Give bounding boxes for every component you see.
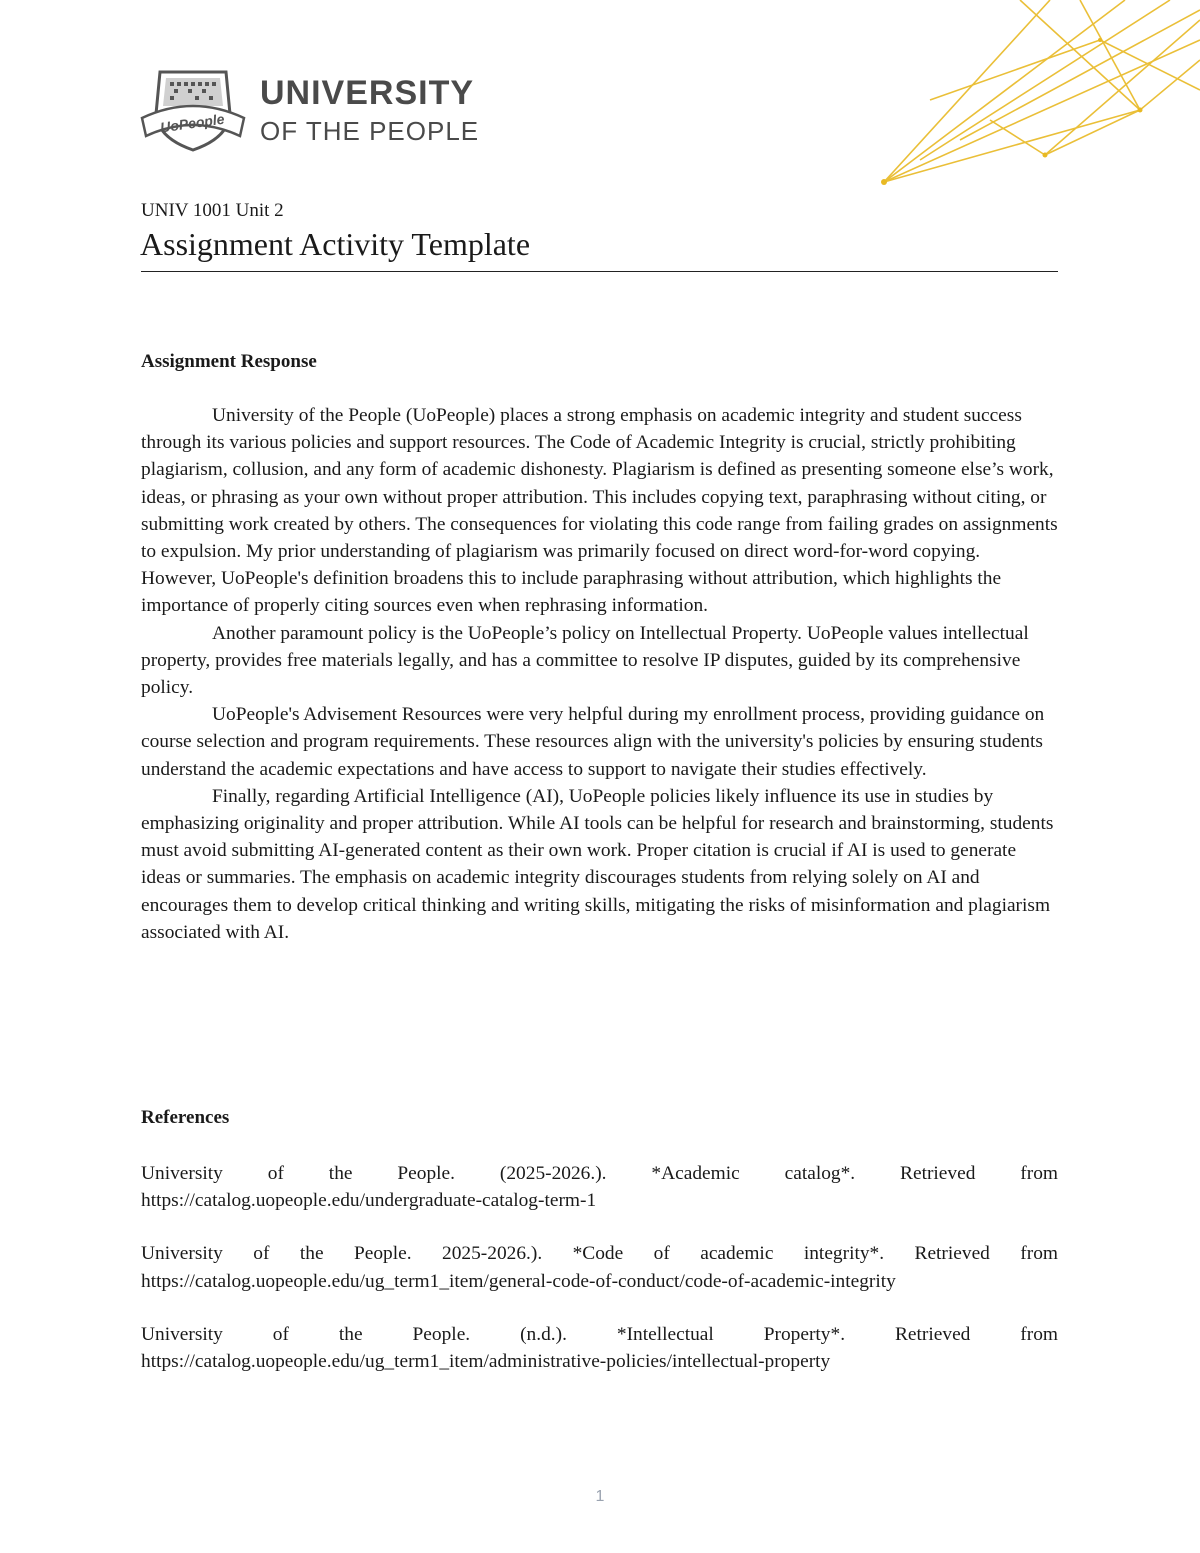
response-paragraph: Finally, regarding Artificial Intelligence (AI), UoPeople policies likely influence its use in studies by emphasizing originality and proper attribution. While AI tools can be helpful for research and brainstorming, students must avoid submitting AI-generated content as their own work. Proper citation is crucial if AI is used to generate ideas or summaries. The emphasis on academic integrity discourages students from relying solely on AI and encourages them to develop critical thinking and writing skills, mitigating the risks of misinformation and plagiarism associated with AI. — [141, 785, 1054, 943]
university-shield-icon — [140, 66, 246, 154]
decorative-lines-graphic — [870, 0, 1200, 190]
page-number: 1 — [595, 1488, 605, 1505]
response-paragraph: University of the People (UoPeople) places a strong emphasis on academic integrity and student success through its various policies and support resources. The Code of Academic Integrity is crucial, strictly prohibiting plagiarism, collusion, and any form of academic dishonesty. Plagiarism is defined as presenting someone else’s work, ideas, or phrasing as your own without proper attribution. This includes copying text, paraphrasing without citing, or submitting work created by others. The consequences for violating this code range from failing grades on assignments to expulsion. My prior understanding of plagiarism was primarily focused on direct word-for-word copying. However, UoPeople's definition broadens this to include paraphrasing without attribution, which highlights the importance of properly citing sources even when rephrasing information. — [141, 405, 1058, 617]
badge-text: UoPeople — [159, 110, 226, 136]
response-body — [141, 402, 1058, 946]
wordmark-line-1: UNIVERSITY — [260, 74, 475, 112]
university-logo — [140, 66, 479, 154]
document-title: Assignment Activity Template — [140, 226, 531, 262]
response-paragraph: Another paramount policy is the UoPeople’s policy on Intellectual Property. UoPeople values intellectual property, provides free materials legally, and has a committee to resolve IP disputes, guided by its comprehensive policy. — [141, 622, 1029, 699]
reference-entry: University of the People. (n.d.). *Intellectual Property*. Retrieved from https://catalog.uopeople.edu/ug_term1_item/administrative-policies/intellectual-property — [141, 1323, 1058, 1373]
references-list — [141, 1160, 1058, 1401]
university-wordmark — [260, 76, 479, 144]
wordmark-line-2: OF THE PEOPLE — [260, 116, 480, 146]
response-heading: Assignment Response — [141, 351, 317, 372]
reference-entry: University of the People. (2025-2026.). *Academic catalog*. Retrieved from https://catalog.uopeople.edu/undergraduate-catalog-term-1 — [141, 1163, 1058, 1212]
references-heading: References — [141, 1107, 230, 1128]
reference-entry: University of the People. 2025-2026.). *Code of academic integrity*. Retrieved from https://catalog.uopeople.edu/ug_term1_item/general-code-of-conduct/code-of-academic-integrity — [141, 1243, 1058, 1292]
course-code: UNIV 1001 Unit 2 — [141, 200, 284, 221]
response-paragraph: UoPeople's Advisement Resources were very helpful during my enrollment process, providing guidance on course selection and program requirements. These resources align with the university's policies by ensuring students understand the academic expectations and have access to support to navigate their studies effectively. — [141, 704, 1045, 780]
title-divider — [141, 271, 1058, 272]
